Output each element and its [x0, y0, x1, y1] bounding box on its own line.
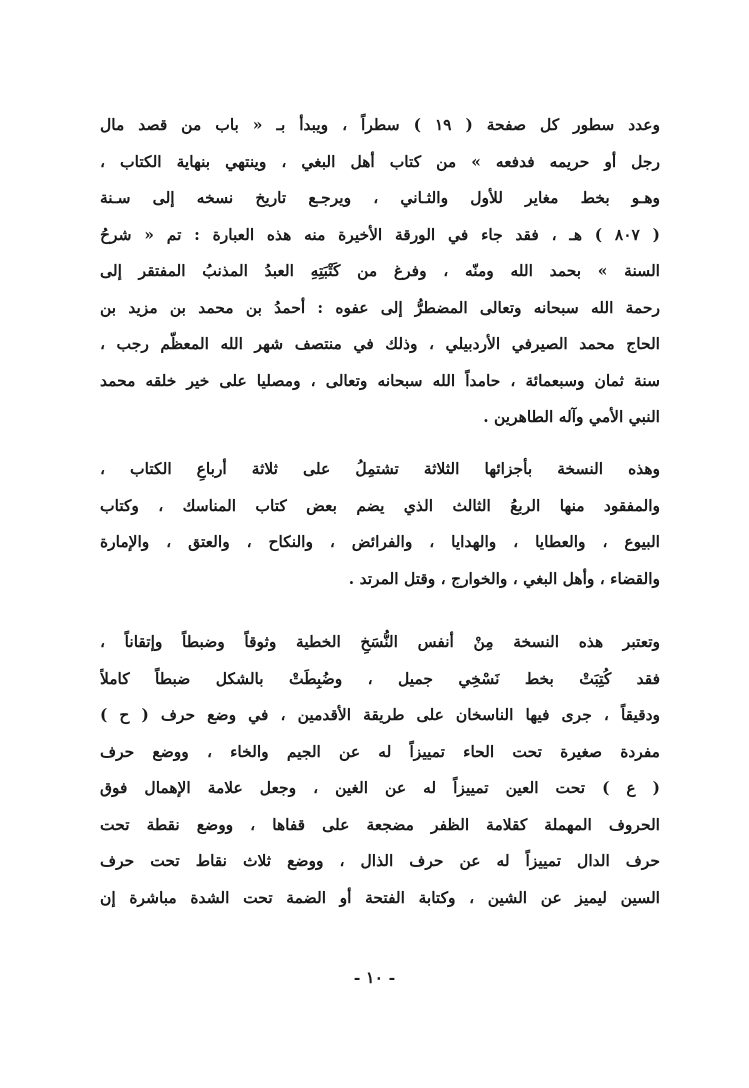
- text-line: رجل أو حريمه فدفعه » من كتاب أهل البغي ، وينتهي بنهاية الكتاب ،: [100, 151, 660, 171]
- text-line: وعدد سطور كل صفحة ( ١٩ ) سطراً ، ويبدأ بـ « باب من قصد مال: [100, 115, 660, 134]
- text-line: السنة » بحمد الله ومنّه ، وفرغ من كَتْبَتِهِ العبدُ المذنبُ المفتقر إلى: [100, 261, 660, 280]
- paragraph-manuscript-quality: [100, 624, 660, 916]
- text-line: مفردة صغيرة تحت الحاء تمييزاً له عن الجيم والخاء ، ووضع حرف: [100, 741, 660, 761]
- text-line: رحمة الله سبحانه وتعالى المضطرُّ إلى عفوه : أحمدُ بن محمد بن مزيد بن: [100, 297, 660, 317]
- text-line: وتعتبر هذه النسخة مِنْ أنفس النُّسَخِ الخطية وثوقاً وضبطاً وإتقاناً ،: [100, 632, 660, 651]
- text-line: البيوع ، والعطايا ، والهدايا ، والفرائض ، والنكاح ، والعتق ، والإمارة: [100, 532, 660, 551]
- text-line: الحاج محمد الصيرفي الأردبيلي ، وذلك في منتصف شهر الله المعظّم رجب ،: [100, 334, 660, 353]
- text-line: وهـو بخط مغاير للأول والثـاني ، ويرجـع تاريخ نسخه إلى سـنة: [100, 188, 660, 207]
- text-line: ( ع ) تحت العين تمييزاً له عن الغين ، وجعل علامة الإهمال فوق: [100, 778, 660, 797]
- text-line: والقضاء ، وأهل البغي ، والخوارج ، وقتل المرتد .: [348, 568, 660, 588]
- text-line: السين ليميز عن الشين ، وكتابة الفتحة أو الضمة تحت الشدة مباشرة إن: [100, 887, 660, 907]
- text-line: سنة ثمان وسبعمائة ، حامداً الله سبحانه وتعالى ، ومصليا على خير خلقه محمد: [100, 370, 660, 390]
- text-line: والمفقود منها الربعُ الثالث الذي يضم بعض كتاب المناسك ، وكتاب: [100, 495, 660, 515]
- page-number: - ١٠ -: [353, 968, 396, 987]
- paragraph-manuscript-description: [100, 107, 660, 436]
- text-line: ودقيقاً ، جرى فيها الناسخان على طريقة الأقدمين ، في وضع حرف ( ح ): [100, 705, 660, 724]
- text-line: وهذه النسخة بأجزائها الثلاثة تشتمِلُ على ثلاثة أرباعِ الكتاب ،: [100, 459, 660, 478]
- paragraph-manuscript-contents: [100, 451, 660, 597]
- text-line: ( ٨٠٧ ) هـ ، فقد جاء في الورقة الأخيرة منه هذه العبارة : تم « شرحُ: [100, 224, 660, 244]
- text-line: فقد كُتِبَتْ بخط نَسْخِي جميل ، وضُبِطَتْ بالشكل ضبطاً كاملاً: [100, 668, 660, 688]
- text-line: النبي الأمي وآله الطاهرين .: [483, 407, 660, 426]
- text-line: حرف الدال تمييزاً له عن حرف الذال ، ووضع ثلاث نقاط تحت حرف: [100, 851, 660, 870]
- text-line: الحروف المهملة كقلامة الظفر مضجعة على قفاها ، ووضع نقطة تحت: [100, 814, 660, 834]
